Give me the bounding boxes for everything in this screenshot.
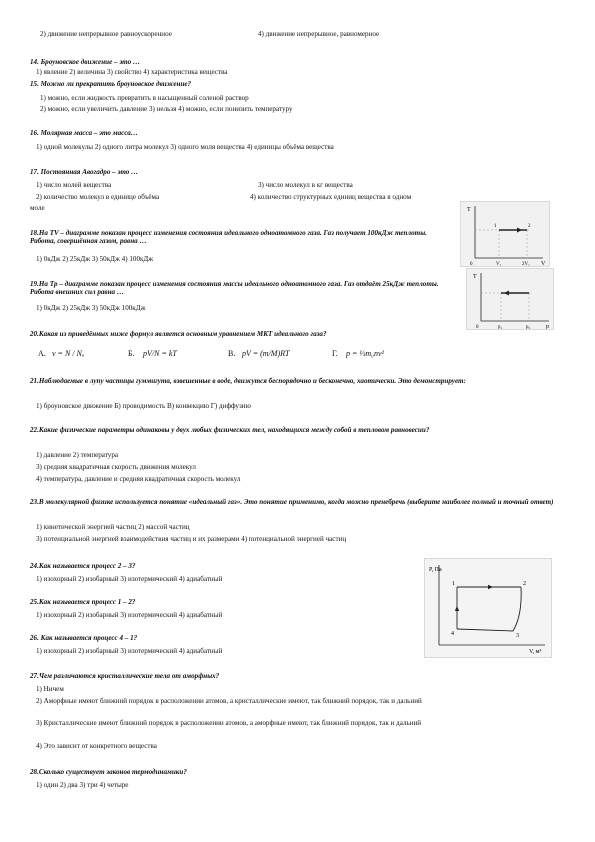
q17-option-2: 2) количество молекул в единице объёма — [36, 193, 160, 201]
question-25: 25.Как называется процесс 1 – 2? — [30, 598, 136, 606]
tp-diagram — [466, 268, 554, 330]
question-16: 16. Молярная масса – это масса… — [30, 129, 138, 137]
tv-tick-v1: V₁ — [496, 262, 502, 266]
question-17: 17. Постоянная Авогадро – это … — [30, 168, 139, 176]
pv-diagram — [424, 558, 552, 658]
q19-options: 1) 0кДж 2) 25кДж 3) 50кДж 100кДж — [36, 304, 146, 312]
pv-x-label: V, м³ — [529, 649, 542, 655]
q17-option-4-cont: моле — [30, 204, 45, 212]
question-27: 27.Чем различаются кристаллические тела от аморфных? — [30, 672, 220, 680]
formula-d: p = ⅓m₀nv² — [346, 349, 384, 358]
q22-option-4: 4) температура, давление и средняя квадратичная скорость молекул — [36, 475, 241, 483]
pv-y-label: P, Па — [429, 567, 442, 573]
question-23: 23.В молекулярной физике используется понятие «идеальный газ». Это понятие применимо, когда можно пренебречь (выберите наиболее полный и точный ответ) — [30, 498, 554, 506]
prev-option-4: 4) движение непрерывное, равномерное — [258, 30, 380, 38]
q23-options-1-2: 1) кинетической энергией частиц 2) массой частиц — [36, 523, 190, 531]
q22-options-1-2: 1) давление 2) температура — [36, 451, 119, 459]
tv-y-label: T — [467, 207, 471, 213]
formula-b-label: Б. — [128, 349, 135, 358]
pv-point-3: 3 — [516, 633, 519, 639]
question-14: 14. Броуновское движение – это … — [30, 58, 141, 66]
q17-option-4: 4) количество структурных единиц вещества в одном — [250, 193, 412, 201]
q27-option-3: 3) Кристаллические имеют ближний порядок в расположении атомов, а аморфные имеют, так ближний порядок, так и дальний — [36, 719, 422, 727]
tv-point-2: 2 — [528, 224, 531, 229]
question-22: 22.Какие физические параметры одинаковы у двух любых физических тел, находящихся между собой в тепловом равновесии? — [30, 426, 430, 434]
formula-a-label: А. — [38, 349, 46, 358]
q18-options: 1) 0кДж 2) 25кДж 3) 50кДж 4) 100кДж — [36, 255, 154, 263]
question-24: 24.Как называется процесс 2 – 3? — [30, 562, 136, 570]
pv-point-2: 2 — [523, 581, 526, 587]
q21-options: 1) броуновское движение Б) проводимость В) конвекцию Г) диффузию — [36, 402, 251, 410]
tp-tick-p2: p₂ — [526, 325, 531, 329]
tv-diagram — [460, 201, 550, 267]
tv-tick-0: 0 — [470, 262, 473, 266]
prev-option-2: 2) движение непрерывное равноускоренное — [40, 30, 172, 38]
question-15: 15. Можно ли прекратить броуновское движение? — [30, 80, 192, 88]
formula-c-label: В. — [228, 349, 236, 358]
q26-options: 1) изохорный 2) изобарный 3) изотермический 4) адиабатный — [36, 647, 223, 655]
question-18: 18.На TV – диаграмме показан процесс изменения состояния идеального одноатомного газа. Газ получает 100кДж теплоты. Работа, совершённая газом, равна … — [30, 229, 427, 246]
q14-options: 1) явление 2) величина 3) свойство 4) характеристика вещества — [36, 68, 228, 76]
question-26: 26. Как называется процесс 4 – 1? — [30, 634, 138, 642]
q16-options: 1) одной молекулы 2) одного литра молекул 3) одного моля вещества 4) единицы объёма вещества — [36, 143, 334, 151]
q17-option-1: 1) число молей вещества — [36, 181, 112, 189]
q25-options: 1) изохорный 2) изобарный 3) изотермический 4) адиабатный — [36, 611, 223, 619]
question-21: 21.Наблюдаемые в лупу частицы гуммигута, взвешенные в воде, движутся беспорядочно и бесконечно, хаотически. Это демонстрирует: — [30, 377, 466, 385]
formula-b: pV/N = kT — [143, 349, 177, 358]
tv-x-label: V — [541, 261, 546, 266]
q27-option-2: 2) Аморфные имеют ближний порядок в расположении атомов, а кристаллические имеют, так ближний порядок, так и дальний — [36, 697, 422, 705]
q15-options-2-4: 2) можно, если увеличить давление 3) нельзя 4) можно, если понизить температуру — [40, 105, 293, 113]
q27-option-1: 1) Ничем — [36, 685, 64, 693]
pv-point-4: 4 — [451, 631, 454, 637]
formula-d-label: Г. — [332, 349, 338, 358]
pv-point-1: 1 — [452, 581, 455, 587]
tv-point-1: 1 — [494, 224, 497, 229]
q22-option-3: 3) средняя квадратичная скорость движения молекул — [36, 463, 196, 471]
tp-x-label: p — [546, 324, 549, 329]
tv-tick-2v1: 2V₁ — [522, 262, 530, 266]
tp-tick-0: 0 — [476, 325, 479, 329]
q23-options-3-4: 3) потенциальной энергией взаимодействия частиц и их размерами 4) потенциальной энергией частиц — [36, 535, 347, 543]
question-20: 20.Какая из приведённых ниже формул является основным уравнением МКТ идеального газа? — [30, 330, 327, 338]
formula-c: pV = (m/M)RT — [242, 349, 290, 358]
q28-options: 1) один 2) два 3) три 4) четыре — [36, 781, 129, 789]
formula-a: ν = N / Nₐ — [52, 349, 85, 358]
question-28: 28.Сколько существует законов термодинамики? — [30, 768, 187, 776]
q24-options: 1) изохорный 2) изобарный 3) изотермический 4) адиабатный — [36, 575, 223, 583]
tp-y-label: T — [473, 274, 477, 280]
question-19: 19.На Tp – диаграмме показан процесс изменения состояния массы идеального одноатомного газа. Газ отдаёт 25кДж теплоты. Работа внешних сил равна … — [30, 280, 439, 297]
q17-option-3: 3) число молекул в кг вещества — [258, 181, 353, 189]
q15-option-1: 1) можно, если жидкость превратить в насыщенный соленой раствор — [40, 94, 249, 102]
tp-tick-p1: p₁ — [498, 325, 503, 329]
q27-option-4: 4) Это зависит от конкретного вещества — [36, 742, 157, 750]
